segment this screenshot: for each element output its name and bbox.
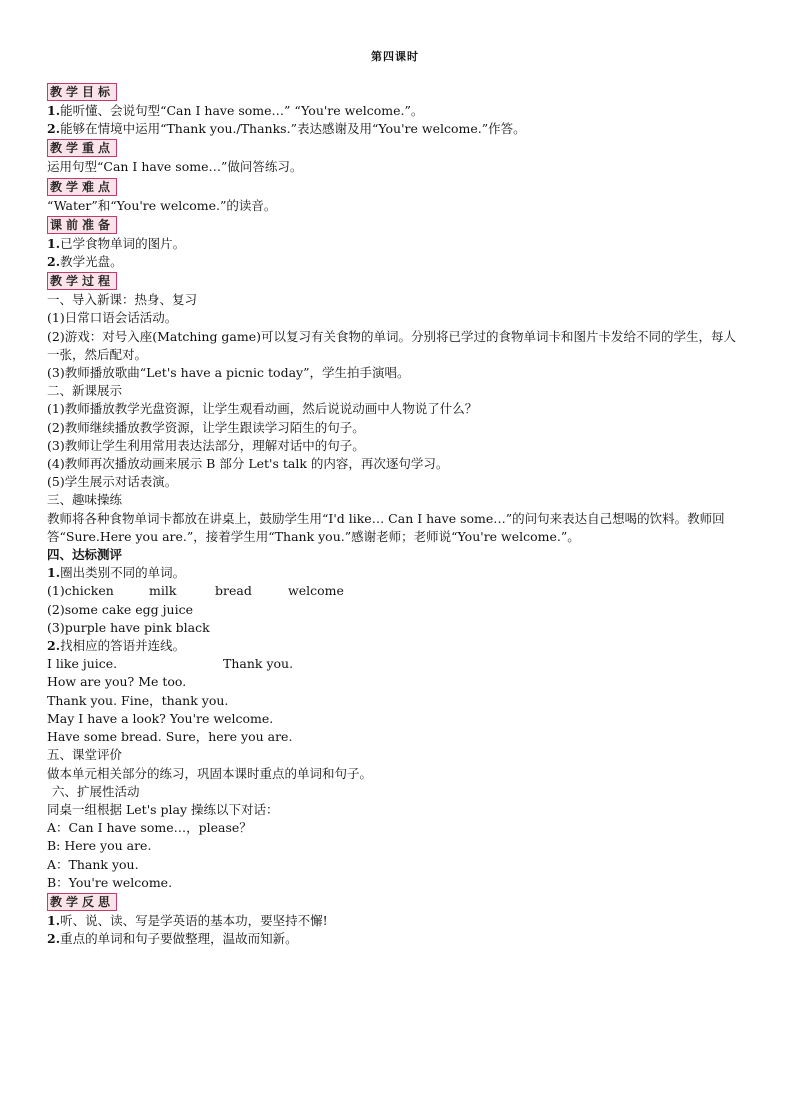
list-item: (2)游戏：对号入座(Matching game)可以复习有关食物的单词。分别将已学过的食物单词卡和图片卡发给不同的学生，每人一张，然后配对。 <box>47 328 737 362</box>
paragraph: 同桌一组根据 Let's play 操练以下对话： <box>47 801 279 817</box>
list-item: (3)教师播放歌曲“Let's have a picnic today”，学生拍手演唱。 <box>47 365 410 381</box>
list-item: (1)教师播放教学光盘资源，让学生观看动画，然后说说动画中人物说了什么？ <box>47 401 478 417</box>
section-title: 五、课堂评价 <box>47 747 123 763</box>
paragraph: 教师将各种食物单词卡都放在讲桌上，鼓励学生用“I'd like… Can I have some…”的问句来表达自己想喝的饮料。教师回答“Sure.Here you are.”，接着学生用“Thank you.”感谢老师；老师说“You're welcome.”。 <box>47 510 725 544</box>
word-row: (3)purple have pink black <box>47 619 210 635</box>
section-title: 二、新课展示 <box>47 383 123 399</box>
dialogue-line: B：You're welcome. <box>47 874 173 890</box>
match-row: Have some bread. Sure，here you are. <box>47 729 293 745</box>
list-item: (5)学生展示对话表演。 <box>47 474 178 490</box>
process-tag: 教学过程 <box>47 272 117 290</box>
dialogue-line: B: Here you are. <box>47 838 152 854</box>
word-row: (1)chicken milk bread welcome <box>47 583 344 599</box>
match-row: I like juice. Thank you. <box>47 656 294 672</box>
objective-item: 2.能够在情境中运用“Thank you./Thanks.”表达感谢及用“You're welcome.”作答。 <box>47 121 526 137</box>
list-item: (4)教师再次播放动画来展示 B 部分 Let's talk 的内容，再次逐句学习。 <box>47 456 449 472</box>
objectives-tag: 教学目标 <box>47 83 117 101</box>
question: 2.找相应的答语并连线。 <box>47 638 186 654</box>
match-row: Thank you. Fine，thank you. <box>47 692 229 708</box>
key-points-text: 运用句型“Can I have some…”做问答练习。 <box>47 159 303 175</box>
dialogue-line: A：Can I have some…，please？ <box>47 820 252 836</box>
list-item: (1)日常口语会话活动。 <box>47 310 178 326</box>
list-item: (2)教师继续播放教学资源，让学生跟读学习陌生的句子。 <box>47 419 365 435</box>
difficulties-text: “Water”和“You're welcome.”的读音。 <box>47 197 277 213</box>
page-title: 第四课时 <box>371 50 419 63</box>
section-title: 三、趣味操练 <box>47 492 123 508</box>
preparation-item: 2.教学光盘。 <box>47 254 123 270</box>
key-points-tag: 教学重点 <box>47 139 117 157</box>
list-item: (3)教师让学生利用常用表达法部分，理解对话中的句子。 <box>47 437 365 453</box>
section-title: 一、导入新课：热身、复习 <box>47 292 198 308</box>
lesson-plan-body <box>47 82 747 948</box>
reflection-item: 2.重点的单词和句子要做整理，温故而知新。 <box>47 931 298 947</box>
word-row: (2)some cake egg juice <box>47 601 193 617</box>
section-title: 四、达标测评 <box>47 547 123 563</box>
match-row: May I have a look? You're welcome. <box>47 710 274 726</box>
objective-item: 1.能听懂、会说句型“Can I have some…” “You're welcome.”。 <box>47 103 424 118</box>
match-row: How are you? Me too. <box>47 674 187 690</box>
reflection-item: 1.听、说、读、写是学英语的基本功，要坚持不懈! <box>47 912 328 928</box>
difficulties-tag: 教学难点 <box>47 178 117 196</box>
reflection-tag: 教学反思 <box>47 893 117 911</box>
dialogue-line: A：Thank you. <box>47 856 139 872</box>
paragraph: 做本单元相关部分的练习，巩固本课时重点的单词和句子。 <box>47 765 373 781</box>
preparation-item: 1.已学食物单词的图片。 <box>47 235 186 251</box>
question: 1.圈出类别不同的单词。 <box>47 565 186 581</box>
section-title: 六、扩展性活动 <box>52 783 140 799</box>
preparation-tag: 课前准备 <box>47 216 117 234</box>
